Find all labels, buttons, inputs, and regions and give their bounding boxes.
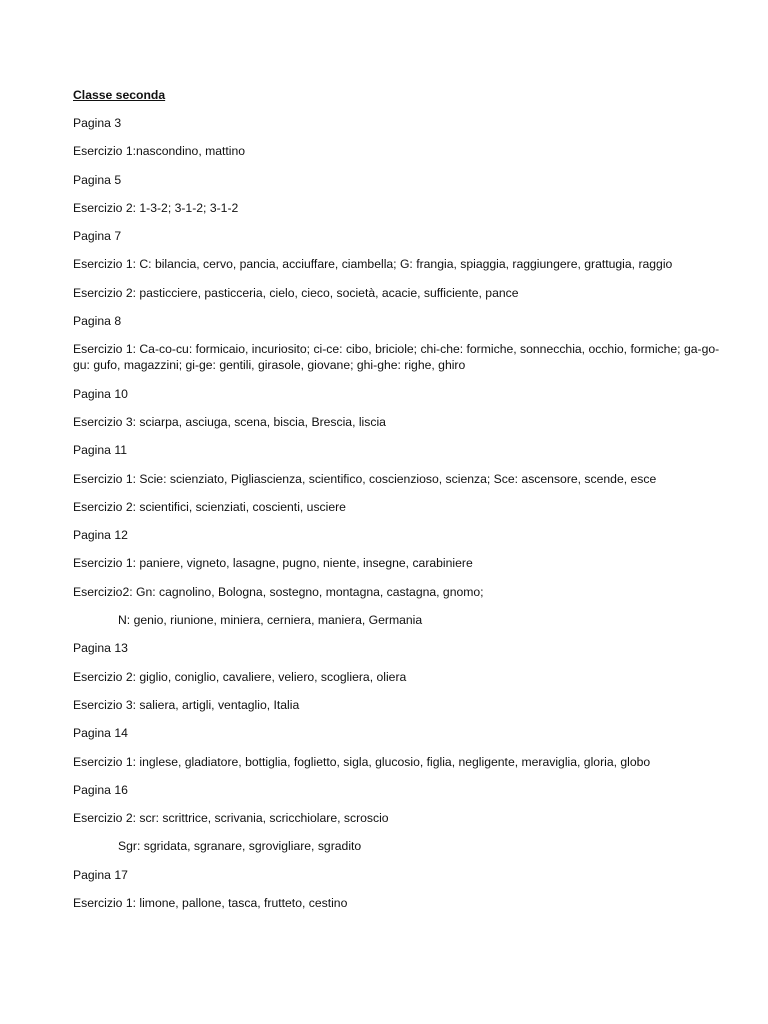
exercise-line: Esercizio 3: saliera, artigli, ventaglio, Italia [73, 697, 300, 712]
exercise-line: Sgr: sgridata, sgranare, sgrovigliare, sgradito [118, 839, 362, 854]
exercise-line: N: genio, riunione, miniera, cerniera, maniera, Germania [118, 613, 423, 628]
page-heading: Pagina 7 [73, 229, 122, 244]
exercise-line: Esercizio 2: scientifici, scienziati, coscienti, usciere [73, 499, 346, 514]
answer-lines [73, 115, 723, 911]
exercise-line: Esercizio 1: inglese, gladiatore, bottiglia, foglietto, sigla, glucosio, figlia, negligente, meraviglia, gloria, globo [73, 754, 651, 769]
exercise-line: Esercizio 2: scr: scrittrice, scrivania, scricchiolare, scroscio [73, 811, 389, 826]
exercise-line: Esercizio2: Gn: cagnolino, Bologna, sostegno, montagna, castagna, gnomo; [73, 584, 484, 599]
document-title: Classe seconda [73, 88, 166, 102]
document-body [73, 87, 723, 923]
exercise-line: Esercizio 1: limone, pallone, tasca, frutteto, cestino [73, 896, 348, 911]
page-heading: Pagina 11 [73, 443, 127, 458]
exercise-line: Esercizio 1: Ca-co-cu: formicaio, incuriosito; ci-ce: cibo, briciole; chi-che: formiche, sonnecchia, occhio, formiche; ga-go-gu: gufo, magazzini; gi-ge: gentili, girasole, giovane; ghi-ghe: righe, ghiro [73, 342, 720, 373]
exercise-line: Esercizio 1: C: bilancia, cervo, pancia, acciuffare, ciambella; G: frangia, spiaggia, raggiungere, grattugia, raggio [73, 257, 673, 272]
page-heading: Pagina 14 [73, 726, 128, 741]
page-heading: Pagina 10 [73, 386, 128, 401]
page-heading: Pagina 8 [73, 314, 122, 329]
exercise-line: Esercizio 2: 1-3-2; 3-1-2; 3-1-2 [73, 200, 239, 215]
page-heading: Pagina 16 [73, 782, 128, 797]
page-heading: Pagina 3 [73, 116, 122, 130]
exercise-line: Esercizio 1: Scie: scienziato, Pigliascienza, scientifico, coscienzioso, scienza; Sce: ascensore, scende, esce [73, 471, 657, 486]
exercise-line: Esercizio 2: pasticciere, pasticceria, cielo, cieco, società, acacie, sufficiente, pance [73, 285, 519, 300]
exercise-line: Esercizio 3: sciarpa, asciuga, scena, biscia, Brescia, liscia [73, 414, 386, 429]
exercise-line: Esercizio 1:nascondino, mattino [73, 144, 246, 159]
exercise-line: Esercizio 1: paniere, vigneto, lasagne, pugno, niente, insegne, carabiniere [73, 556, 473, 571]
page-heading: Pagina 12 [73, 528, 128, 543]
page-heading: Pagina 17 [73, 867, 128, 882]
page-heading: Pagina 5 [73, 172, 122, 187]
page-heading: Pagina 13 [73, 641, 128, 656]
exercise-line: Esercizio 2: giglio, coniglio, cavaliere, veliero, scogliera, oliera [73, 669, 407, 684]
